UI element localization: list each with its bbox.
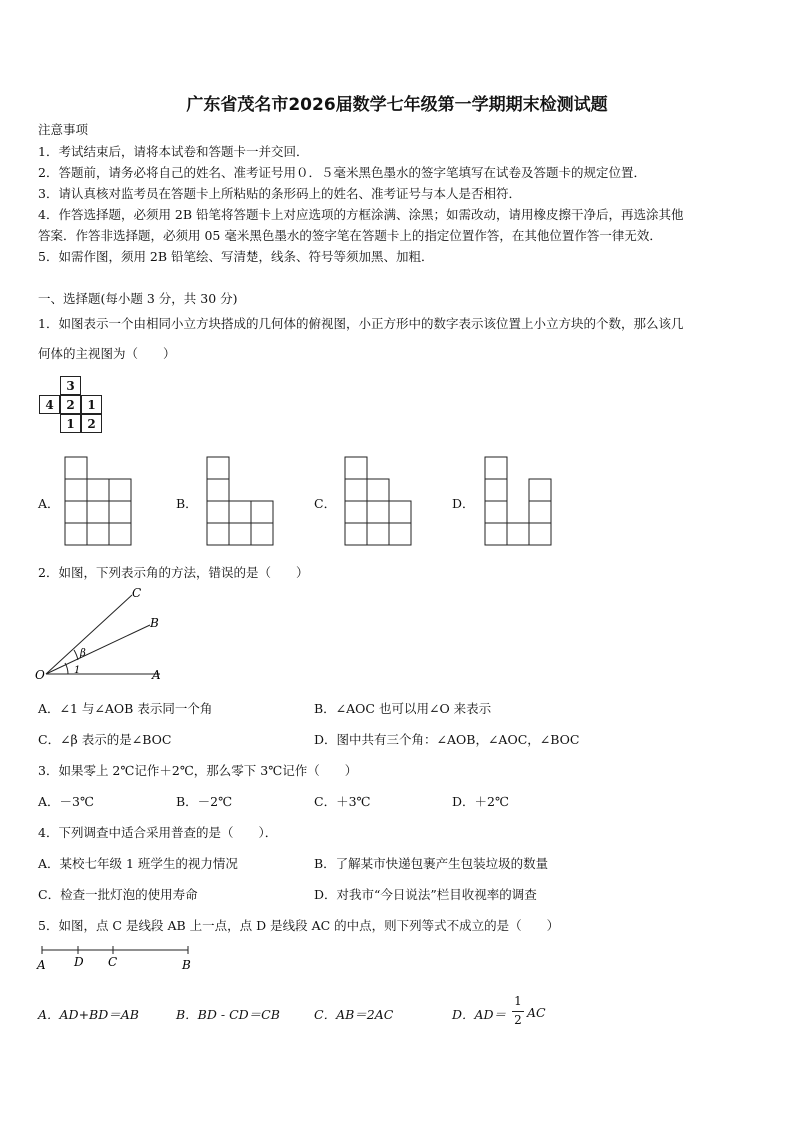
- angle-figure: [32, 585, 172, 685]
- label-b: B: [150, 616, 159, 630]
- fraction-bar: [512, 1011, 524, 1012]
- question-3-option-b: B．－2℃: [176, 794, 233, 809]
- option-a-label: A．: [38, 496, 60, 511]
- question-5-option-c: C．AB＝2AC: [314, 1007, 394, 1022]
- option-a-figure: [64, 456, 134, 548]
- question-1-stem-cont: 何体的主视图为（ ）: [38, 346, 176, 361]
- segment-figure: [34, 942, 204, 972]
- option-c-figure: [344, 456, 414, 548]
- label-a: A: [37, 958, 46, 972]
- option-d-figure: [484, 456, 554, 548]
- question-2-option-d: D．图中共有三个角：∠AOB，∠AOC，∠BOC: [314, 732, 580, 747]
- label-o: O: [35, 668, 45, 682]
- label-d: D: [74, 955, 84, 969]
- question-4-option-d: D．对我市“今日说法”栏目收视率的调查: [314, 887, 537, 902]
- question-3-option-c: C．＋3℃: [314, 794, 371, 809]
- label-c: C: [132, 586, 142, 600]
- question-5-option-b: B．BD - CD＝CB: [176, 1007, 280, 1022]
- notice-item: 1．考试结束后，请将本试卷和答题卡一并交回．: [38, 144, 309, 159]
- question-2-option-c: C．∠β 表示的是∠BOC: [38, 732, 172, 747]
- label-c: C: [108, 955, 118, 969]
- option-b-figure: [206, 456, 276, 548]
- notice-item: 4．作答选择题，必须用 2B 铅笔将答题卡上对应选项的方框涂满、涂黑；如需改动，请用橡皮擦干净后，再选涂其他: [38, 207, 684, 222]
- notice-item: 3．请认真核对监考员在答题卡上所粘贴的条形码上的姓名、准考证号与本人是否相符．: [38, 186, 521, 201]
- question-3-stem: 3．如果零上 2℃记作＋2℃，那么零下 3℃记作（ ）: [38, 763, 358, 778]
- question-1-stem: 1．如图表示一个由相同小立方块搭成的几何体的俯视图，小正方形中的数字表示该位置上小立方块的个数，那么该几: [38, 316, 684, 331]
- notice-heading: 注意事项: [38, 122, 89, 137]
- fraction-numerator: 1: [514, 994, 522, 1008]
- question-2-stem: 2．如图，下列表示角的方法，错误的是（ ）: [38, 565, 309, 580]
- question-5-option-d-prefix: D．AD＝: [452, 1007, 507, 1022]
- question-3-option-a: A．－3℃: [38, 794, 94, 809]
- grid-cell: 2: [81, 414, 102, 433]
- grid-cell: 1: [81, 395, 102, 414]
- label-angle-1: 1: [74, 665, 81, 676]
- section-heading: 一、选择题(每小题 3 分，共 30 分): [38, 291, 238, 306]
- option-d-label: D．: [452, 496, 475, 511]
- grid-cell: 2: [60, 395, 81, 414]
- label-b: B: [182, 958, 191, 972]
- question-2-option-a: A．∠1 与∠AOB 表示同一个角: [38, 701, 213, 716]
- question-4-option-a: A．某校七年级 1 班学生的视力情况: [38, 856, 238, 871]
- question-5-stem: 5．如图，点 C 是线段 AB 上一点，点 D 是线段 AC 的中点，则下列等式不成立的是（ ）: [38, 918, 560, 933]
- question-4-stem: 4．下列调查中适合采用普查的是（ ）．: [38, 825, 278, 840]
- label-beta: β: [80, 648, 86, 659]
- label-a: A: [152, 668, 161, 682]
- notice-item: 5．如需作图，须用 2B 铅笔绘、写清楚，线条、符号等须加黑、加粗．: [38, 249, 434, 264]
- question-5-option-a: A．AD+BD＝AB: [38, 1007, 139, 1022]
- grid-cell: 4: [39, 395, 60, 414]
- option-c-label: C．: [314, 496, 337, 511]
- page-title: 广东省茂名市2026届数学七年级第一学期期末检测试题: [186, 95, 608, 115]
- notice-item: 答案．作答非选择题，必须用 05 毫米黑色墨水的签字笔在答题卡上的指定位置作答，在其他位置作答一律无效．: [38, 228, 662, 243]
- question-2-option-b: B．∠AOC 也可以用∠O 来表示: [314, 701, 492, 716]
- fraction-denominator: 2: [514, 1013, 522, 1027]
- grid-cell: 1: [60, 414, 81, 433]
- question-4-option-b: B．了解某市快递包裹产生包装垃圾的数量: [314, 856, 549, 871]
- grid-cell: 3: [60, 376, 81, 395]
- question-3-option-d: D．＋2℃: [452, 794, 509, 809]
- question-5-option-d-suffix: AC: [527, 1005, 546, 1020]
- question-4-option-c: C．检查一批灯泡的使用寿命: [38, 887, 198, 902]
- option-b-label: B．: [176, 496, 198, 511]
- notice-item: 2．答题前，请务必将自己的姓名、准考证号用０．５毫米黑色墨水的签字笔填写在试卷及答题卡的规定位置．: [38, 165, 646, 180]
